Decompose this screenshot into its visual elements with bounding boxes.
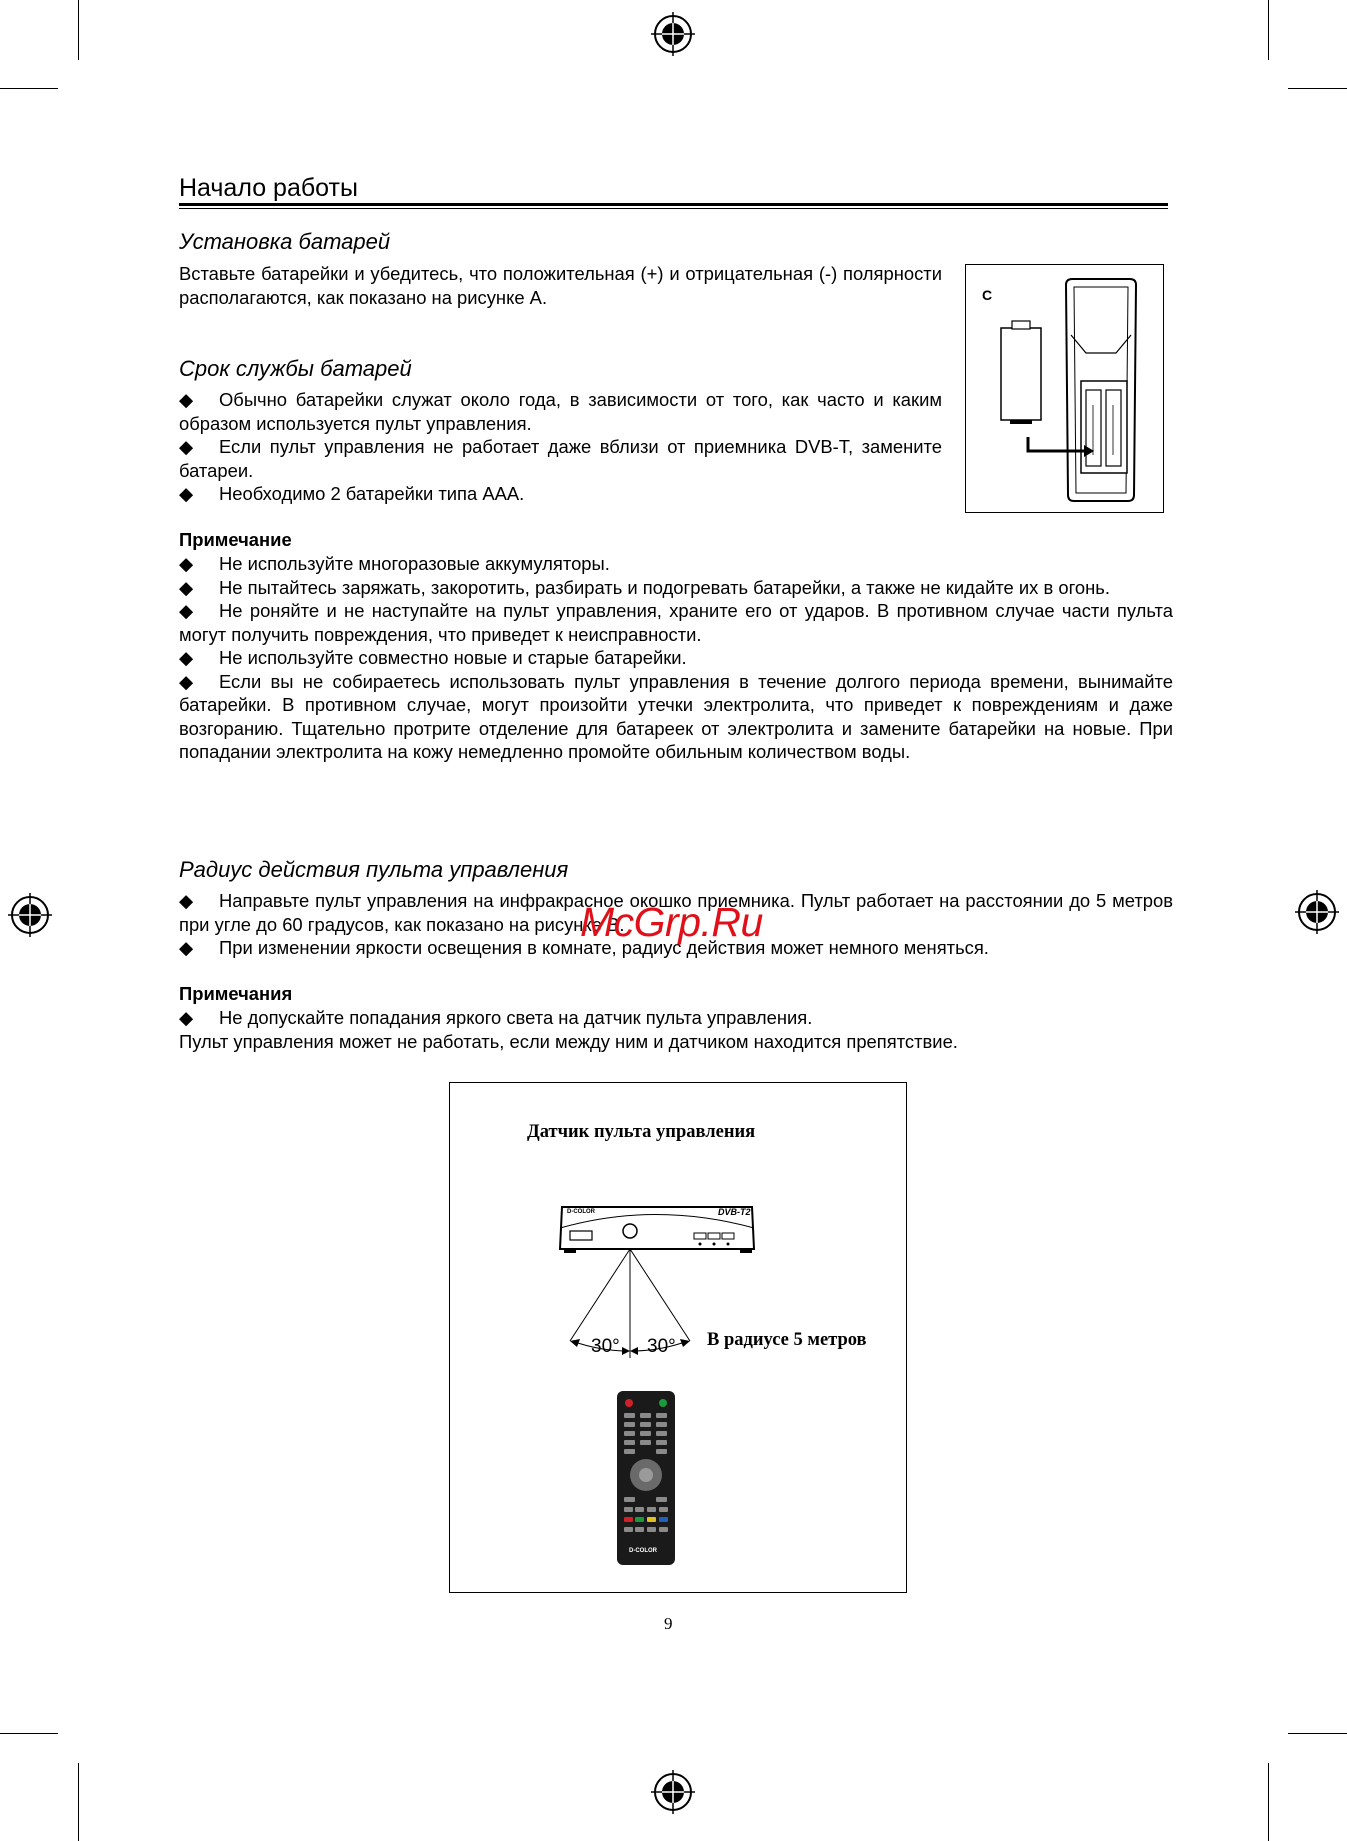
lifetime-list xyxy=(179,388,942,506)
crop-mark-tr-h xyxy=(1288,88,1347,89)
list-item: ◆ Если вы не собираетесь использовать пульт управления в течение долгого периода времени, вынимайте батарейки. В противном случае, могут произойти утечки электролита, что приведет к повреждениям и даже возгоранию. Тщательно протрите отделение для батареек от электролита и замените батарейки на новые. При попадании электролита на кожу немедленно промойте обильным количеством воды. xyxy=(179,670,1173,762)
list-item: ◆ Направьте пульт управления на инфракрасное окошко приемника. Пульт работает на расстоянии до 5 метров при угле до 60 градусов, как показано на рисунке В. xyxy=(179,890,1173,935)
list-item: ◆ Необходимо 2 батарейки типа ААА. xyxy=(179,483,525,504)
bullet-diamond-icon: ◆ xyxy=(179,937,194,958)
bullet-diamond-icon: ◆ xyxy=(179,576,194,598)
notes-list xyxy=(179,1006,1173,1053)
battery-install-drawing-icon xyxy=(966,265,1163,512)
list-item: ◆ Не используйте многоразовые аккумуляторы. xyxy=(179,553,610,574)
registration-mark-right-icon xyxy=(1295,890,1339,934)
section-heading-lifetime: Срок службы батарей xyxy=(179,356,412,381)
list-item: ◆ Обычно батарейки служат около года, в зависимости от того, как часто и каким образом используется пульт управления. xyxy=(179,389,942,434)
list-item: ◆ Не пытайтесь заряжать, закоротить, разбирать и подогревать батарейки, а также не кидайте их в огонь. xyxy=(179,576,1110,598)
note-list xyxy=(179,552,1173,764)
list-item: ◆ Не допускайте попадания яркого света на датчик пульта управления. xyxy=(179,1007,813,1028)
figure-b-title: Датчик пульта управления xyxy=(527,1122,756,1142)
registration-mark-left-icon xyxy=(8,893,52,937)
crop-mark-bl-h xyxy=(0,1733,58,1734)
remote-buttons-icon xyxy=(617,1391,675,1565)
install-text: Вставьте батарейки и убедитесь, что положительная (+) и отрицательная (-) полярности располагаются, как показано на рисунке А. xyxy=(179,263,942,308)
registration-mark-bottom-icon xyxy=(651,1770,695,1814)
page-title: Начало работы xyxy=(179,174,358,202)
crop-mark-br-v xyxy=(1268,1763,1269,1841)
list-item: ◆ Если пульт управления не работает даже вблизи от приемника DVB-T, замените батареи. xyxy=(179,436,942,481)
bullet-diamond-icon: ◆ xyxy=(179,553,194,574)
bullet-diamond-icon: ◆ xyxy=(179,436,194,457)
range-label: В радиусе 5 метров xyxy=(707,1330,867,1350)
crop-mark-br-h xyxy=(1288,1733,1347,1734)
list-item: ◆ Не используйте совместно новые и старые батарейки. xyxy=(179,647,687,668)
list-item: ◆ При изменении яркости освещения в комнате, радиус действия может немного меняться. xyxy=(179,937,989,958)
watermark: McGrp.Ru xyxy=(580,899,763,945)
bullet-diamond-icon: ◆ xyxy=(179,1007,194,1028)
bullet-diamond-icon: ◆ xyxy=(179,600,194,621)
angle-left-label: 30° xyxy=(591,1336,620,1357)
bullet-diamond-icon: ◆ xyxy=(179,647,194,668)
dvb-logo: DVB-T2 xyxy=(718,1207,751,1217)
note-heading: Примечание xyxy=(179,529,292,550)
bullet-diamond-icon: ◆ xyxy=(179,890,194,911)
list-item: ◆ Не роняйте и не наступайте на пульт управления, храните его от ударов. В противном случае части пульта могут получить повреждения, что приведет к неисправности. xyxy=(179,600,1173,645)
page-number: 9 xyxy=(664,1614,673,1633)
crop-mark-tl-v xyxy=(78,0,79,60)
figure-c-battery-compartment xyxy=(965,264,1164,513)
registration-mark-top-icon xyxy=(651,12,695,56)
section-heading-range: Радиус действия пульта управления xyxy=(179,857,569,882)
crop-mark-bl-v xyxy=(78,1763,79,1841)
bullet-diamond-icon: ◆ xyxy=(179,389,194,410)
crop-mark-tl-h xyxy=(0,88,58,89)
remote-brand: D-COLOR xyxy=(629,1548,657,1554)
figure-c-label: C xyxy=(982,287,993,303)
title-rule xyxy=(179,203,1168,206)
bullet-diamond-icon: ◆ xyxy=(179,483,194,504)
notes-heading: Примечания xyxy=(179,983,293,1004)
title-rule-thin xyxy=(179,208,1168,209)
section-heading-install: Установка батарей xyxy=(179,229,391,254)
angle-right-label: 30° xyxy=(647,1336,676,1357)
bullet-diamond-icon: ◆ xyxy=(179,670,194,692)
list-item: Пульт управления может не работать, если между ним и датчиком находится препятствие. xyxy=(179,1030,958,1052)
remote-control xyxy=(617,1391,675,1565)
crop-mark-tr-v xyxy=(1268,0,1269,60)
receiver-brand: D-COLOR xyxy=(567,1209,595,1215)
figure-b-remote-range xyxy=(449,1082,907,1593)
